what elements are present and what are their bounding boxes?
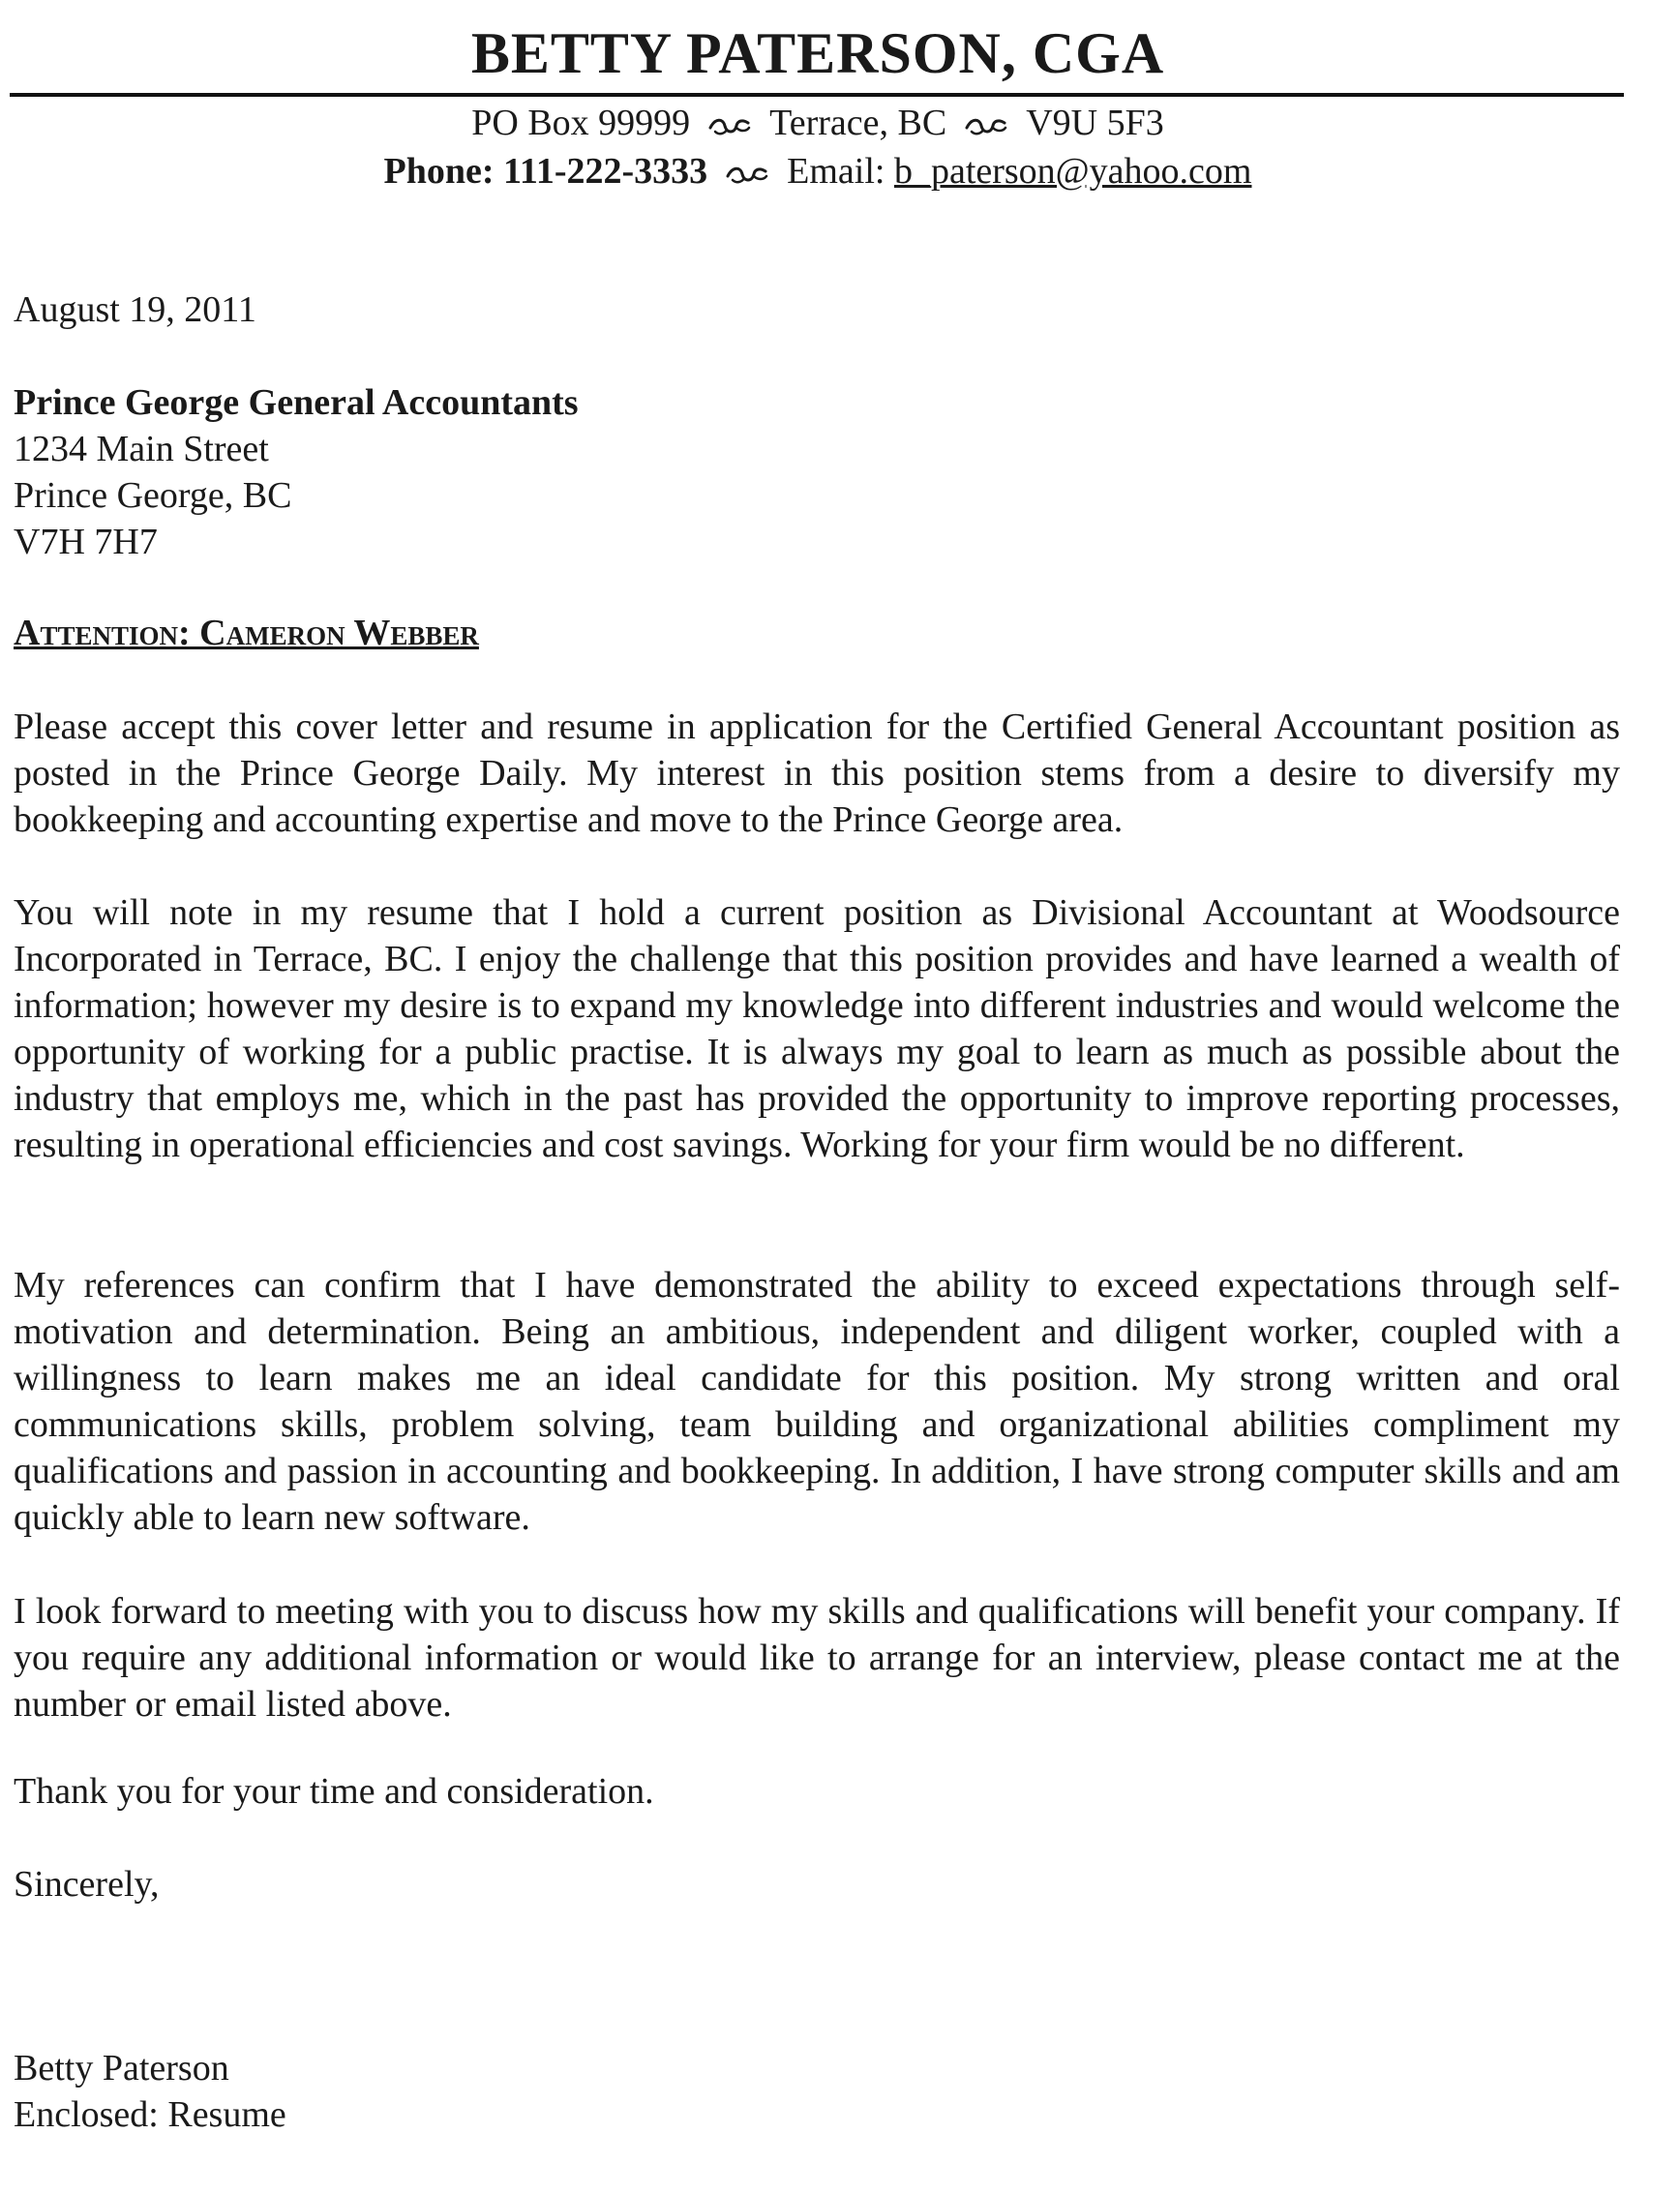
recipient-postal-code: V7H 7H7 [14,522,158,562]
sender-name: BETTY PATERSON, CGA [470,21,1165,85]
closing-salutation: Sincerely, [14,1864,160,1905]
recipient-company: Prince George General Accountants [14,382,579,423]
body-paragraph: I look forward to meeting with you to discuss how my skills and qualifications will benefit your company. If you require any additional information or would like to arrange for an interview, please contact me at the number or email listed above. [14,1591,1620,1725]
ornamental-flourish-icon [725,163,769,186]
sender-city: Terrace, BC [769,103,947,143]
enclosure-note: Enclosed: Resume [14,2094,286,2135]
signature-name: Betty Paterson [14,2048,229,2089]
ornamental-flourish-icon [707,114,752,137]
thank-you-line: Thank you for your time and consideration. [14,1771,654,1812]
body-paragraph: Please accept this cover letter and resume in application for the Certified General Accountant position as posted in the Prince George Daily. My interest in this position stems from a desire to diversify my bookkeeping and accounting expertise and move to the Prince George area. [14,706,1620,840]
sender-phone: Phone: 111-222-3333 [383,151,708,192]
body-paragraph: My references can confirm that I have demonstrated the ability to exceed expectations through self-motivation and determination. Being an ambitious, independent and diligent worker, coupled with a willingness to learn makes me an ideal candidate for this position. My strong written and oral communications skills, problem solving, team building and organizational abilities compliment my qualifications and passion in accounting and bookkeeping. In addition, I have strong computer skills and am quickly able to learn new software. [14,1265,1620,1538]
sender-email-label: Email: [787,151,885,192]
sender-email-link[interactable]: b_paterson@yahoo.com [893,151,1252,192]
sender-contact-line [0,147,1635,195]
ornamental-flourish-icon [964,114,1008,137]
header-divider [10,93,1624,97]
body-paragraph: You will note in my resume that I hold a current position as Divisional Accountant at Woodsource Incorporated in Terrace, BC. I enjoy the challenge that this position provides and have learned a wealth of information; however my desire is to expand my knowledge into different industries and would welcome the opportunity of working for a public practise. It is always my goal to learn as much as possible about the industry that employs me, which in the past has provided the opportunity to improve reporting processes, resulting in operational efficiencies and cost savings. Working for your firm would be no different. [14,892,1620,1165]
recipient-street: 1234 Main Street [14,429,269,469]
letter-date: August 19, 2011 [14,289,256,330]
recipient-address [14,379,1620,565]
sender-postal-code: V9U 5F3 [1026,103,1164,143]
attention-line: Attention: Cameron Webber [14,613,479,653]
recipient-city: Prince George, BC [14,475,292,516]
sender-po-box: PO Box 99999 [471,103,691,143]
sender-address-line [0,99,1635,147]
